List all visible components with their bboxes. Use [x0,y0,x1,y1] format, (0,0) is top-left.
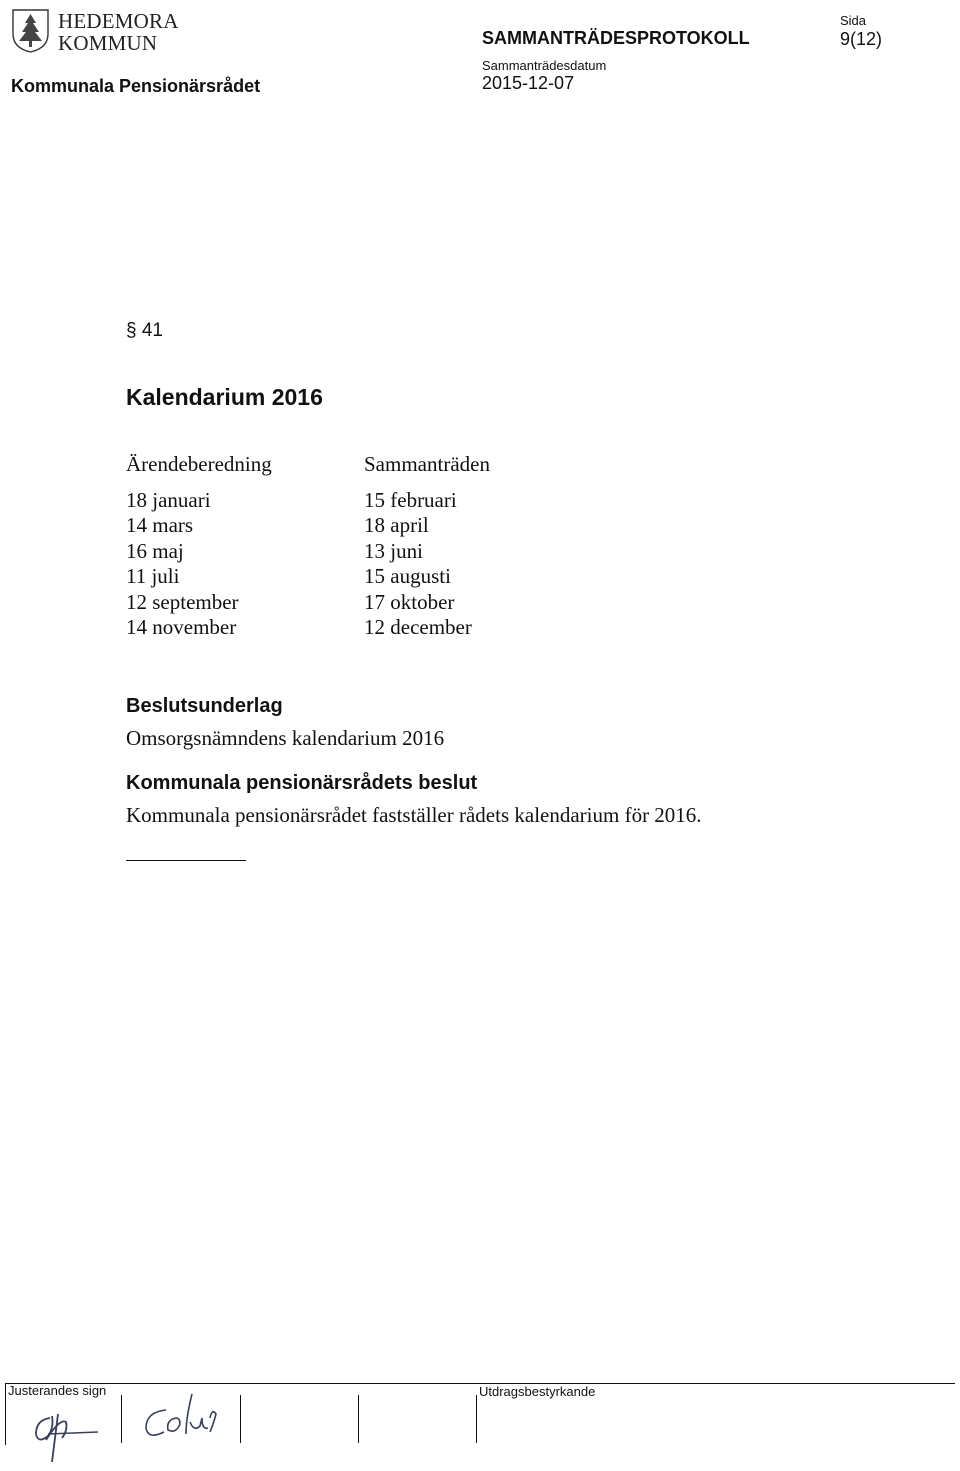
page-label: Sida [840,13,867,28]
signature-separator [358,1395,359,1443]
signatures-label: Justerandes sign [8,1383,107,1398]
meeting-date: 18 april [364,513,429,537]
municipality-name [58,10,179,54]
department-name: Kommunala Pensionärsrådet [11,76,261,96]
preparation-column [126,452,272,641]
meetings-column [364,452,490,641]
meetings-header: Sammanträden [364,452,490,476]
basis-heading: Beslutsunderlag [126,695,283,717]
end-of-section-rule [126,860,246,861]
meeting-date: 12 december [364,615,472,639]
preparation-date: 16 maj [126,538,184,563]
decision-heading: Kommunala pensionärsrådets beslut [126,772,478,794]
certification-label: Utdragsbestyrkande [479,1384,596,1399]
municipality-name-line1: HEDEMORA [58,9,179,33]
document-title: SAMMANTRÄDESPROTOKOLL [482,28,750,48]
signature-separator [240,1395,241,1443]
meeting-date: 17 oktober [364,589,455,614]
preparation-date: 12 september [126,589,239,614]
meeting-date: 15 augusti [364,564,451,588]
handwritten-signature [136,1388,232,1453]
signature-separator [121,1395,122,1443]
preparation-date: 11 juli [126,564,180,588]
handwritten-signature [28,1396,108,1471]
basis-text: Omsorgsnämndens kalendarium 2016 [126,726,445,750]
municipality-logo [8,6,54,54]
meeting-date: 13 juni [364,538,423,563]
meeting-date: 15 februari [364,487,457,512]
certification-separator [476,1395,477,1443]
preparation-header: Ärendeberedning [126,452,272,476]
municipality-name-line2: KOMMUN [58,31,158,55]
footer-box-left-edge [5,1383,6,1445]
page-number: 9(12) [840,29,883,49]
decision-text: Kommunala pensionärsrådet fastställer rådets kalendarium för 2016. [126,803,702,827]
meeting-date-label: Sammanträdesdatum [482,58,607,73]
meeting-date-value: 2015-12-07 [482,73,575,93]
section-title: Kalendarium 2016 [126,384,323,410]
preparation-date: 14 november [126,615,237,639]
paragraph-number: § 41 [126,320,163,341]
preparation-date: 14 mars [126,513,194,537]
preparation-date: 18 januari [126,487,211,512]
